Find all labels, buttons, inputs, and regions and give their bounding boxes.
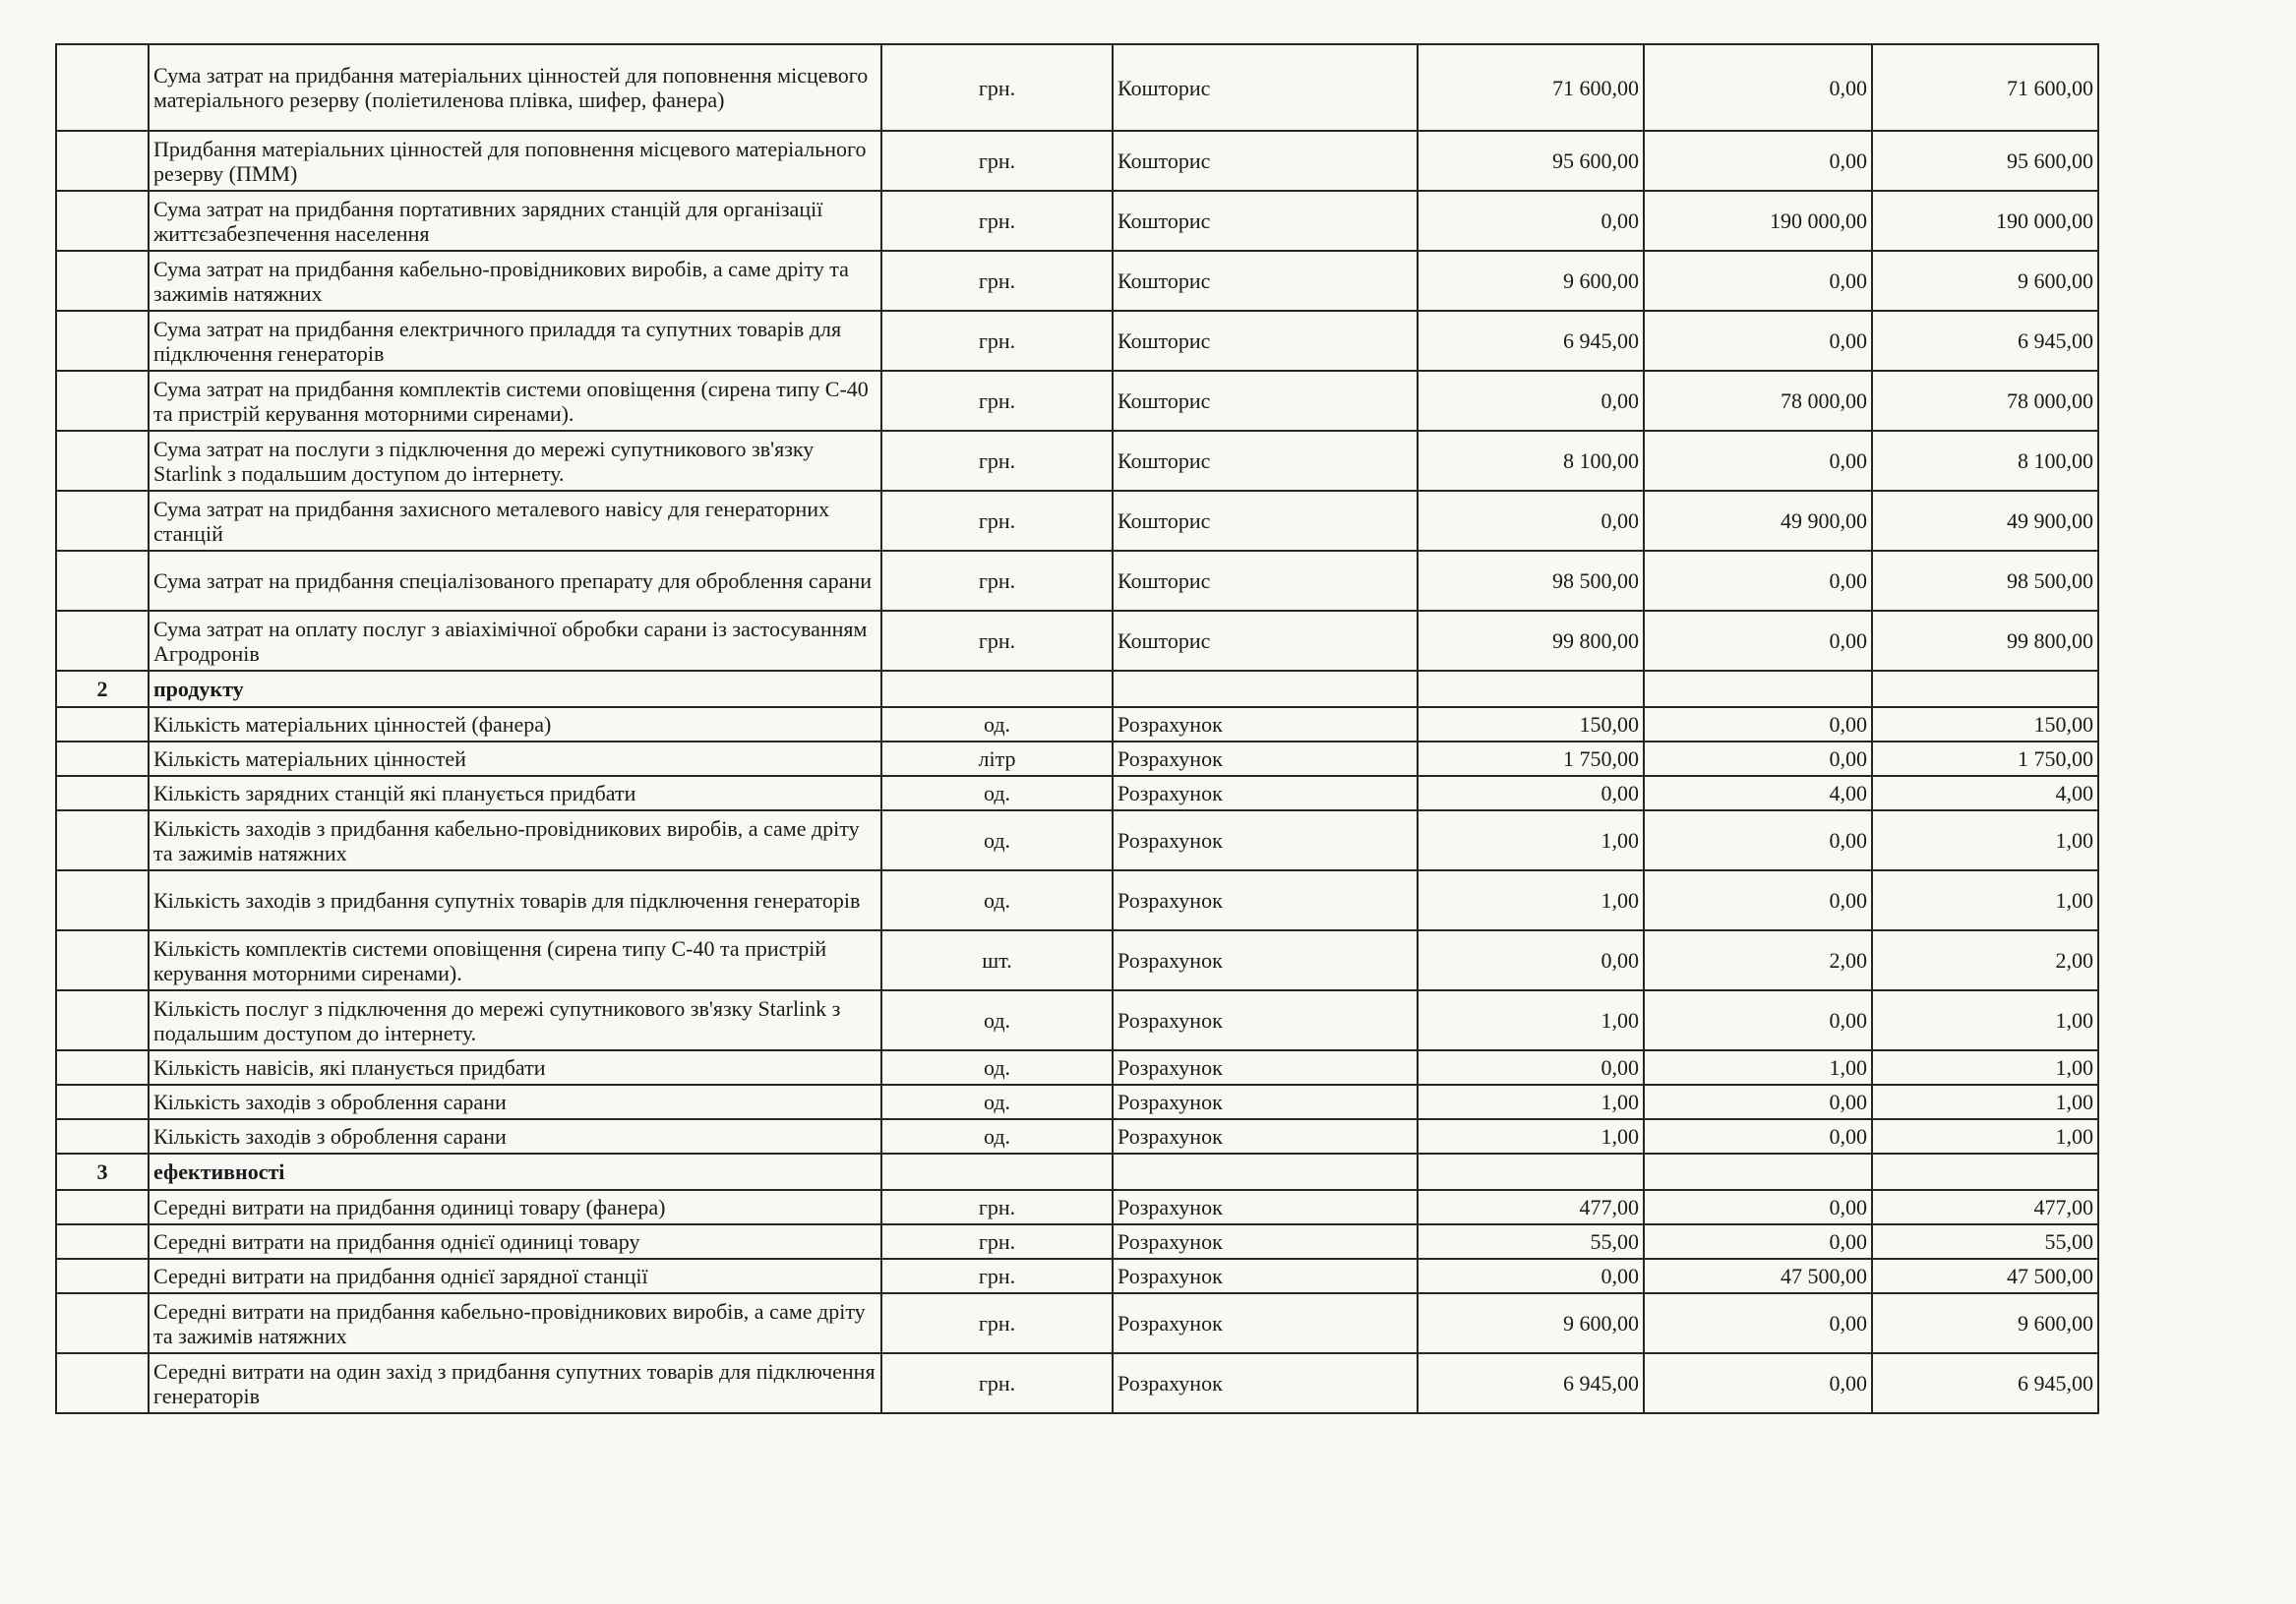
value-general-fund-cell: 0,00 <box>1418 1050 1644 1085</box>
row-number-cell <box>56 930 149 990</box>
value-total-cell: 49 900,00 <box>1872 491 2098 551</box>
table-row <box>56 742 2098 776</box>
row-number-cell <box>56 491 149 551</box>
value-total-cell: 4,00 <box>1872 776 2098 810</box>
unit-cell: од. <box>881 1119 1113 1154</box>
value-special-fund-cell: 0,00 <box>1644 1085 1872 1119</box>
indicator-name-cell: Придбання матеріальних цінностей для поповнення місцевого матеріального резерву (ПММ) <box>149 131 881 191</box>
value-general-fund-cell: 99 800,00 <box>1418 611 1644 671</box>
unit-cell: грн. <box>881 491 1113 551</box>
table-row <box>56 1050 2098 1085</box>
row-number-cell <box>56 742 149 776</box>
value-general-fund-cell <box>1418 1154 1644 1190</box>
value-general-fund-cell: 95 600,00 <box>1418 131 1644 191</box>
table-row <box>56 990 2098 1050</box>
value-total-cell: 47 500,00 <box>1872 1259 2098 1293</box>
value-total-cell: 6 945,00 <box>1872 311 2098 371</box>
value-special-fund-cell: 0,00 <box>1644 551 1872 611</box>
value-general-fund-cell: 55,00 <box>1418 1224 1644 1259</box>
table-row <box>56 1353 2098 1413</box>
value-total-cell: 1,00 <box>1872 1050 2098 1085</box>
table-row <box>56 1293 2098 1353</box>
value-total-cell: 9 600,00 <box>1872 1293 2098 1353</box>
unit-cell: грн. <box>881 431 1113 491</box>
source-cell: Розрахунок <box>1113 1224 1418 1259</box>
row-number-cell <box>56 707 149 742</box>
table-row <box>56 1085 2098 1119</box>
unit-cell: літр <box>881 742 1113 776</box>
value-general-fund-cell: 1,00 <box>1418 990 1644 1050</box>
value-general-fund-cell: 71 600,00 <box>1418 44 1644 131</box>
section-row <box>56 1154 2098 1190</box>
source-cell: Розрахунок <box>1113 870 1418 930</box>
unit-cell: грн. <box>881 311 1113 371</box>
value-special-fund-cell: 0,00 <box>1644 1190 1872 1224</box>
unit-cell: од. <box>881 990 1113 1050</box>
row-number-cell: 2 <box>56 671 149 707</box>
indicator-name-cell: Кількість заходів з придбання супутніх товарів для підключення генераторів <box>149 870 881 930</box>
value-general-fund-cell: 8 100,00 <box>1418 431 1644 491</box>
unit-cell: грн. <box>881 1259 1113 1293</box>
table-row <box>56 551 2098 611</box>
source-cell: Розрахунок <box>1113 707 1418 742</box>
source-cell: Кошторис <box>1113 611 1418 671</box>
table-row <box>56 810 2098 870</box>
value-special-fund-cell: 78 000,00 <box>1644 371 1872 431</box>
indicator-name-cell: Сума затрат на придбання електричного приладдя та супутних товарів для підключення генераторів <box>149 311 881 371</box>
value-total-cell: 477,00 <box>1872 1190 2098 1224</box>
source-cell: Кошторис <box>1113 311 1418 371</box>
row-number-cell <box>56 1293 149 1353</box>
source-cell: Розрахунок <box>1113 930 1418 990</box>
value-total-cell: 99 800,00 <box>1872 611 2098 671</box>
value-special-fund-cell: 190 000,00 <box>1644 191 1872 251</box>
value-general-fund-cell: 0,00 <box>1418 491 1644 551</box>
table-row <box>56 611 2098 671</box>
row-number-cell <box>56 870 149 930</box>
unit-cell: грн. <box>881 1190 1113 1224</box>
indicator-name-cell: продукту <box>149 671 881 707</box>
table-row <box>56 44 2098 131</box>
row-number-cell <box>56 371 149 431</box>
table-row <box>56 1224 2098 1259</box>
row-number-cell <box>56 1224 149 1259</box>
table-row <box>56 870 2098 930</box>
unit-cell: грн. <box>881 611 1113 671</box>
value-general-fund-cell: 0,00 <box>1418 930 1644 990</box>
unit-cell: грн. <box>881 44 1113 131</box>
indicator-name-cell: Кількість зарядних станцій які планується придбати <box>149 776 881 810</box>
indicator-name-cell: Середні витрати на придбання кабельно-провідникових виробів, а саме дріту та зажимів натяжних <box>149 1293 881 1353</box>
value-total-cell <box>1872 1154 2098 1190</box>
value-general-fund-cell: 150,00 <box>1418 707 1644 742</box>
row-number-cell <box>56 990 149 1050</box>
source-cell <box>1113 671 1418 707</box>
indicator-name-cell: Сума затрат на оплату послуг з авіахімічної обробки сарани із застосуванням Агродронів <box>149 611 881 671</box>
source-cell: Кошторис <box>1113 431 1418 491</box>
source-cell: Розрахунок <box>1113 1353 1418 1413</box>
value-total-cell <box>1872 671 2098 707</box>
source-cell: Розрахунок <box>1113 1259 1418 1293</box>
row-number-cell <box>56 611 149 671</box>
source-cell: Кошторис <box>1113 491 1418 551</box>
value-total-cell: 2,00 <box>1872 930 2098 990</box>
row-number-cell <box>56 1190 149 1224</box>
unit-cell: грн. <box>881 1293 1113 1353</box>
value-special-fund-cell: 0,00 <box>1644 870 1872 930</box>
value-total-cell: 1,00 <box>1872 1085 2098 1119</box>
value-total-cell: 55,00 <box>1872 1224 2098 1259</box>
value-special-fund-cell: 0,00 <box>1644 44 1872 131</box>
indicator-name-cell: ефективності <box>149 1154 881 1190</box>
value-special-fund-cell: 0,00 <box>1644 1119 1872 1154</box>
value-special-fund-cell: 0,00 <box>1644 131 1872 191</box>
unit-cell: од. <box>881 776 1113 810</box>
value-general-fund-cell: 0,00 <box>1418 776 1644 810</box>
source-cell: Розрахунок <box>1113 742 1418 776</box>
value-total-cell: 1,00 <box>1872 1119 2098 1154</box>
value-special-fund-cell: 0,00 <box>1644 707 1872 742</box>
value-special-fund-cell: 0,00 <box>1644 311 1872 371</box>
unit-cell <box>881 1154 1113 1190</box>
indicator-name-cell: Сума затрат на придбання спеціалізованого препарату для оброблення сарани <box>149 551 881 611</box>
row-number-cell <box>56 1085 149 1119</box>
unit-cell: грн. <box>881 191 1113 251</box>
table-row <box>56 1190 2098 1224</box>
source-cell: Кошторис <box>1113 371 1418 431</box>
unit-cell: од. <box>881 870 1113 930</box>
value-general-fund-cell: 1,00 <box>1418 870 1644 930</box>
unit-cell: грн. <box>881 371 1113 431</box>
source-cell: Кошторис <box>1113 191 1418 251</box>
row-number-cell <box>56 431 149 491</box>
indicator-name-cell: Сума затрат на послуги з підключення до мережі супутникового зв'язку Starlink з подальшим доступом до інтернету. <box>149 431 881 491</box>
budget-indicators-table <box>55 43 2099 1414</box>
unit-cell: грн. <box>881 1353 1113 1413</box>
value-special-fund-cell: 2,00 <box>1644 930 1872 990</box>
value-general-fund-cell: 0,00 <box>1418 191 1644 251</box>
unit-cell: од. <box>881 810 1113 870</box>
value-general-fund-cell: 6 945,00 <box>1418 1353 1644 1413</box>
table-row <box>56 491 2098 551</box>
unit-cell: грн. <box>881 551 1113 611</box>
indicator-name-cell: Сума затрат на придбання матеріальних цінностей для поповнення місцевого матеріального резерву (поліетиленова плівка, шифер, фанера) <box>149 44 881 131</box>
value-special-fund-cell: 1,00 <box>1644 1050 1872 1085</box>
value-general-fund-cell: 0,00 <box>1418 371 1644 431</box>
table-row <box>56 311 2098 371</box>
source-cell: Розрахунок <box>1113 1293 1418 1353</box>
value-total-cell: 1 750,00 <box>1872 742 2098 776</box>
source-cell: Розрахунок <box>1113 1050 1418 1085</box>
value-general-fund-cell: 1,00 <box>1418 1119 1644 1154</box>
row-number-cell <box>56 1050 149 1085</box>
value-total-cell: 95 600,00 <box>1872 131 2098 191</box>
value-general-fund-cell: 6 945,00 <box>1418 311 1644 371</box>
row-number-cell <box>56 810 149 870</box>
source-cell: Розрахунок <box>1113 810 1418 870</box>
value-special-fund-cell: 0,00 <box>1644 431 1872 491</box>
unit-cell: од. <box>881 1050 1113 1085</box>
source-cell: Розрахунок <box>1113 1085 1418 1119</box>
unit-cell: од. <box>881 1085 1113 1119</box>
unit-cell <box>881 671 1113 707</box>
value-total-cell: 98 500,00 <box>1872 551 2098 611</box>
row-number-cell <box>56 551 149 611</box>
value-special-fund-cell: 0,00 <box>1644 1353 1872 1413</box>
row-number-cell <box>56 44 149 131</box>
source-cell: Розрахунок <box>1113 1119 1418 1154</box>
source-cell: Розрахунок <box>1113 990 1418 1050</box>
unit-cell: од. <box>881 707 1113 742</box>
value-general-fund-cell: 1 750,00 <box>1418 742 1644 776</box>
table-row <box>56 1259 2098 1293</box>
value-special-fund-cell: 0,00 <box>1644 810 1872 870</box>
value-general-fund-cell: 1,00 <box>1418 810 1644 870</box>
value-total-cell: 1,00 <box>1872 810 2098 870</box>
table-row <box>56 776 2098 810</box>
row-number-cell: 3 <box>56 1154 149 1190</box>
row-number-cell <box>56 776 149 810</box>
source-cell: Кошторис <box>1113 44 1418 131</box>
value-total-cell: 1,00 <box>1872 870 2098 930</box>
unit-cell: грн. <box>881 1224 1113 1259</box>
table-body <box>56 44 2098 1413</box>
row-number-cell <box>56 1353 149 1413</box>
row-number-cell <box>56 1259 149 1293</box>
table-row <box>56 431 2098 491</box>
value-special-fund-cell <box>1644 1154 1872 1190</box>
table-row <box>56 131 2098 191</box>
row-number-cell <box>56 1119 149 1154</box>
unit-cell: грн. <box>881 251 1113 311</box>
value-total-cell: 1,00 <box>1872 990 2098 1050</box>
row-number-cell <box>56 131 149 191</box>
source-cell <box>1113 1154 1418 1190</box>
value-total-cell: 71 600,00 <box>1872 44 2098 131</box>
source-cell: Кошторис <box>1113 551 1418 611</box>
value-total-cell: 150,00 <box>1872 707 2098 742</box>
value-special-fund-cell: 0,00 <box>1644 251 1872 311</box>
indicator-name-cell: Середні витрати на придбання одиниці товару (фанера) <box>149 1190 881 1224</box>
unit-cell: грн. <box>881 131 1113 191</box>
indicator-name-cell: Кількість заходів з оброблення сарани <box>149 1085 881 1119</box>
indicator-name-cell: Сума затрат на придбання комплектів системи оповіщення (сирена типу С-40 та пристрій керування моторними сиренами). <box>149 371 881 431</box>
source-cell: Кошторис <box>1113 251 1418 311</box>
row-number-cell <box>56 251 149 311</box>
value-total-cell: 190 000,00 <box>1872 191 2098 251</box>
indicator-name-cell: Кількість заходів з оброблення сарани <box>149 1119 881 1154</box>
value-special-fund-cell: 47 500,00 <box>1644 1259 1872 1293</box>
value-special-fund-cell: 0,00 <box>1644 742 1872 776</box>
indicator-name-cell: Кількість послуг з підключення до мережі супутникового зв'язку Starlink з подальшим доступом до інтернету. <box>149 990 881 1050</box>
table-row <box>56 371 2098 431</box>
indicator-name-cell: Кількість заходів з придбання кабельно-провідникових виробів, а саме дріту та зажимів натяжних <box>149 810 881 870</box>
value-special-fund-cell: 0,00 <box>1644 1293 1872 1353</box>
table-row <box>56 1119 2098 1154</box>
row-number-cell <box>56 311 149 371</box>
value-total-cell: 9 600,00 <box>1872 251 2098 311</box>
table-row <box>56 191 2098 251</box>
value-total-cell: 78 000,00 <box>1872 371 2098 431</box>
value-general-fund-cell: 1,00 <box>1418 1085 1644 1119</box>
indicator-name-cell: Сума затрат на придбання кабельно-провідникових виробів, а саме дріту та зажимів натяжних <box>149 251 881 311</box>
source-cell: Розрахунок <box>1113 776 1418 810</box>
value-total-cell: 8 100,00 <box>1872 431 2098 491</box>
row-number-cell <box>56 191 149 251</box>
value-special-fund-cell <box>1644 671 1872 707</box>
indicator-name-cell: Кількість матеріальних цінностей (фанера) <box>149 707 881 742</box>
value-special-fund-cell: 0,00 <box>1644 1224 1872 1259</box>
indicator-name-cell: Кількість матеріальних цінностей <box>149 742 881 776</box>
source-cell: Кошторис <box>1113 131 1418 191</box>
value-special-fund-cell: 0,00 <box>1644 611 1872 671</box>
value-general-fund-cell: 477,00 <box>1418 1190 1644 1224</box>
table-row <box>56 251 2098 311</box>
unit-cell: шт. <box>881 930 1113 990</box>
section-row <box>56 671 2098 707</box>
value-general-fund-cell: 98 500,00 <box>1418 551 1644 611</box>
value-general-fund-cell: 0,00 <box>1418 1259 1644 1293</box>
value-special-fund-cell: 49 900,00 <box>1644 491 1872 551</box>
value-general-fund-cell <box>1418 671 1644 707</box>
indicator-name-cell: Середні витрати на придбання однієї зарядної станції <box>149 1259 881 1293</box>
indicator-name-cell: Кількість навісів, які планується придбати <box>149 1050 881 1085</box>
table-row <box>56 930 2098 990</box>
source-cell: Розрахунок <box>1113 1190 1418 1224</box>
value-total-cell: 6 945,00 <box>1872 1353 2098 1413</box>
indicator-name-cell: Середні витрати на придбання однієї одиниці товару <box>149 1224 881 1259</box>
indicator-name-cell: Середні витрати на один захід з придбання супутних товарів для підключення генераторів <box>149 1353 881 1413</box>
value-special-fund-cell: 0,00 <box>1644 990 1872 1050</box>
indicator-name-cell: Кількість комплектів системи оповіщення (сирена типу С-40 та пристрій керування моторними сиренами). <box>149 930 881 990</box>
value-special-fund-cell: 4,00 <box>1644 776 1872 810</box>
indicator-name-cell: Сума затрат на придбання захисного металевого навісу для генераторних станцій <box>149 491 881 551</box>
indicator-name-cell: Сума затрат на придбання портативних зарядних станцій для організації життєзабезпечення населення <box>149 191 881 251</box>
value-general-fund-cell: 9 600,00 <box>1418 251 1644 311</box>
table-row <box>56 707 2098 742</box>
value-general-fund-cell: 9 600,00 <box>1418 1293 1644 1353</box>
